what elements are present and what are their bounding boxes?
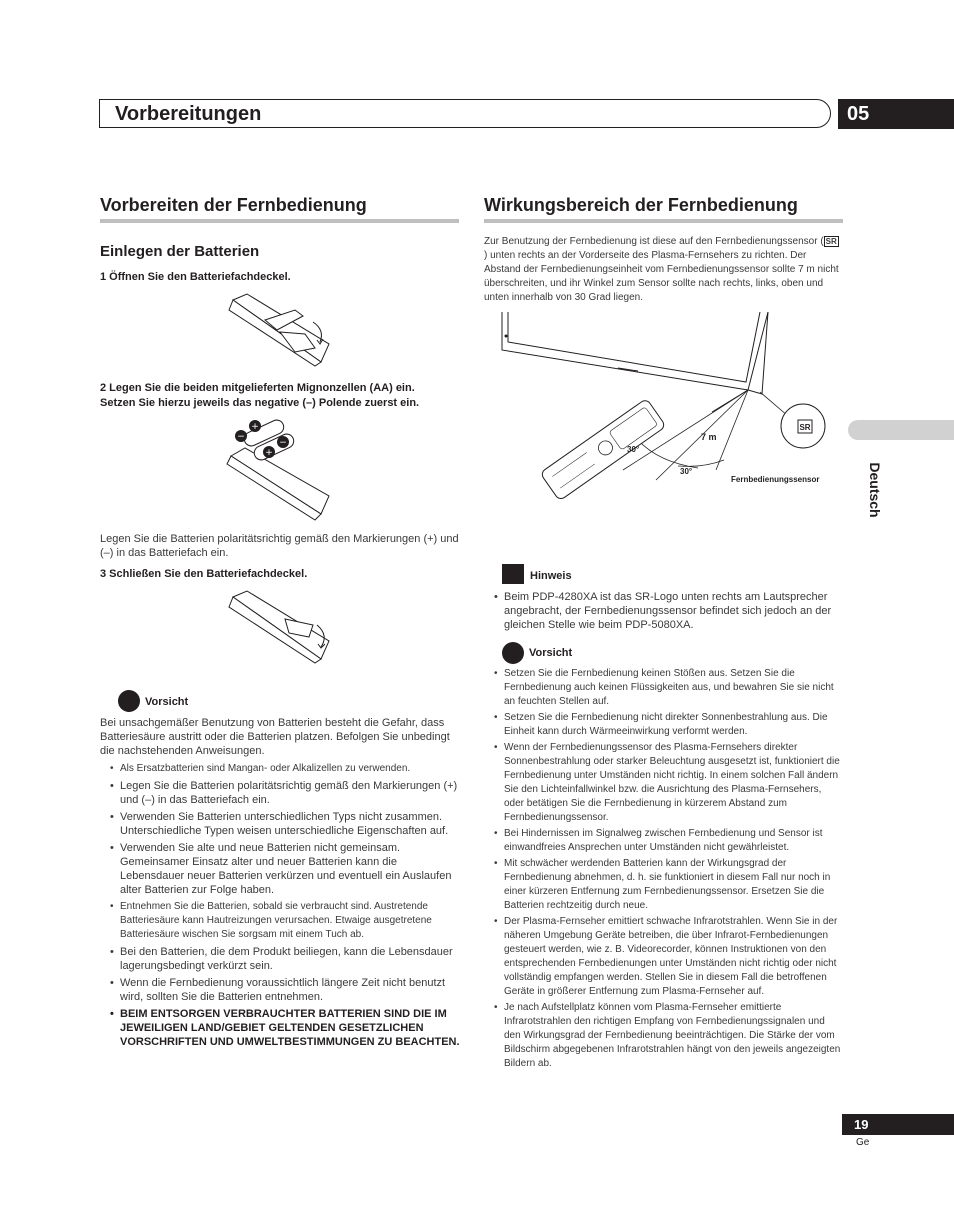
list-item: • Entnehmen Sie die Batterien, sobald sie verbraucht sind. Austretende Batteriesäure kann Hautreizungen verursachen. Etwaige ausgetretene Batteriesäure wischen Sie sorgsam mit einem Tuch ab. bbox=[100, 900, 460, 942]
chapter-title: Vorbereitungen bbox=[115, 103, 262, 125]
step-2-line1: 2 Legen Sie die beiden mitgelieferten Mignonzellen (AA) ein. bbox=[100, 382, 415, 394]
list-item: • Beim PDP-4280XA ist das SR-Logo unten rechts am Lautsprecher angebracht, der Fernbedienungssensor befindet sich jedoch an der gleichen Stelle wie beim PDP-5080XA. bbox=[484, 590, 842, 632]
angle-bottom-label: 30° bbox=[680, 467, 693, 476]
polarity-note: Legen Sie die Batterien polaritätsrichtig gemäß den Markierungen (+) und (–) in das Batteriefach ein. bbox=[100, 533, 459, 559]
list-item: • Wenn der Fernbedienungssensor des Plasma-Fernsehers direkter Sonnenbestrahlung oder starker Beleuchtung ausgesetzt ist, funktioniert die Fernbedienung unter Umständen nicht richtig. In einem solchen Fall ändern Sie den Lichteinfallwinkel bzw. die Ausrichtung des Plasma-Fernsehers, oder betätigen Sie die Fernbedienung in kürzerem Abstand zum Fernbedienungssensor. bbox=[484, 741, 842, 825]
caution-hand-icon bbox=[502, 642, 524, 664]
heading-rule bbox=[484, 219, 843, 223]
caution-intro: Bei unsachgemäßer Benutzung von Batterien besteht die Gefahr, dass Batteriesäure austritt oder die Batterien platzen. Befolgen Sie unbedingt die nachstehenden Anweisungen. bbox=[100, 717, 450, 757]
chapter-number: 05 bbox=[838, 99, 954, 129]
section-heading-prepare-remote: Vorbereiten der Fernbedienung bbox=[100, 195, 367, 215]
list-item: • Der Plasma-Fernseher emittiert schwache Infrarotstrahlen. Wenn Sie in der näheren Umgebung Geräte betreiben, die über Infrarot-Fernbedienungen gesteuert werden, wie z. B. Videorecorder, können Instruktionen von den entsprechenden Fernbedienungen unter Umständen nicht richtig oder nicht vollständig empfangen werden. Stellen Sie in diesem Fall die betroffenen Geräte in größerer Entfernung zum Plasma-Fernseher auf. bbox=[484, 915, 842, 999]
caution-list-left bbox=[100, 762, 460, 1052]
note-pencil-icon bbox=[502, 564, 524, 584]
svg-text:+: + bbox=[251, 422, 259, 432]
sr-logo-icon: SR bbox=[825, 237, 837, 246]
step-3: 3 Schließen Sie den Batteriefachdeckel. bbox=[100, 568, 308, 580]
list-item: • Bei Hindernissen im Signalweg zwischen Fernbedienung und Sensor ist einwandfreies Ansprechen unter Umständen nicht gewährleistet. bbox=[484, 827, 842, 855]
note-list bbox=[484, 590, 842, 634]
step-2-line2: Setzen Sie hierzu jeweils das negative (–) Polende zuerst ein. bbox=[100, 397, 420, 409]
note-title: Hinweis bbox=[530, 570, 572, 582]
page-number: 19 bbox=[842, 1114, 954, 1135]
caution-title-right: Vorsicht bbox=[529, 647, 573, 659]
remote-open-cover-illustration bbox=[225, 292, 335, 367]
list-item: • Wenn die Fernbedienung voraussichtlich längere Zeit nicht benutzt wird, sollten Sie die Batterien entnehmen. bbox=[100, 976, 460, 1004]
range-intro-part2: ) unten rechts an der Vorderseite des Plasma-Fernsehers zu richten. Der Abstand der Fernbedienungseinheit vom Fernbedienungssensor sollte 7 m nicht überschreiten, und ihr Winkel zum Sensor sollte nach rechts, links, oben und unten innerhalb von 30 Grad liegen. bbox=[484, 250, 839, 303]
caution-list-right bbox=[484, 667, 842, 1073]
remote-range-diagram bbox=[498, 310, 838, 555]
list-item: • Mit schwächer werdenden Batterien kann der Wirkungsgrad der Fernbedienung abnehmen, d. h. sie funktioniert in diesem Fall nur noch in einer kürzeren Entfernung zum Fernbedienungssensor. Ersetzen Sie die Batterien rechtzeitig durch neue. bbox=[484, 857, 842, 913]
list-item: • Verwenden Sie alte und neue Batterien nicht gemeinsam. Gemeinsamer Einsatz alter und neuer Batterien kann die Lebensdauer neuer Batterien verkürzen und eventuell ein Auslaufen alter Batterien zur Folge haben. bbox=[100, 841, 460, 897]
language-tab bbox=[848, 420, 954, 440]
svg-text:−: − bbox=[279, 438, 287, 448]
list-item: • Setzen Sie die Fernbedienung nicht direkter Sonnenbestrahlung aus. Die Einheit kann durch Wärmeeinwirkung verformt werden. bbox=[484, 711, 842, 739]
range-intro bbox=[484, 235, 842, 305]
sr-logo-icon: SR bbox=[799, 423, 811, 432]
section-heading-remote-range: Wirkungsbereich der Fernbedienung bbox=[484, 195, 798, 215]
step-1: 1 Öffnen Sie den Batteriefachdeckel. bbox=[100, 271, 291, 283]
page-language-code: Ge bbox=[856, 1137, 870, 1148]
list-item: • Setzen Sie die Fernbedienung keinen Stößen aus. Setzen Sie die Fernbedienung auch keinen Flüssigkeiten aus, und bewahren Sie sie nicht an feuchten Stellen auf. bbox=[484, 667, 842, 709]
sensor-label: Fernbedienungssensor bbox=[731, 475, 820, 484]
angle-left-label: 30° bbox=[627, 445, 640, 454]
list-item: • Verwenden Sie Batterien unterschiedlichen Typs nicht zusammen. Unterschiedliche Typen weisen unterschiedliche Eigenschaften auf. bbox=[100, 810, 460, 838]
distance-label: 7 m bbox=[701, 432, 717, 442]
heading-rule bbox=[100, 219, 459, 223]
remote-close-cover-illustration bbox=[225, 589, 335, 664]
range-intro-part1: Zur Benutzung der Fernbedienung ist diese auf den Fernbedienungssensor ( bbox=[484, 236, 824, 247]
list-item: • Je nach Aufstellplatz können vom Plasma-Fernseher emittierte Infrarotstrahlen den richtigen Empfang von Fernbedienungssignalen und den Wirkungsgrad der Fernbedienung beeinträchtigen. Die Stärke der vom Bildschirm abgegebenen Infrarotstrahlen hängt von den jeweils angezeigten Bildern ab. bbox=[484, 1001, 842, 1071]
caution-hand-icon bbox=[118, 690, 140, 712]
language-tab-label: Deutsch bbox=[867, 462, 883, 518]
list-item: • Legen Sie die Batterien polaritätsrichtig gemäß den Markierungen (+) und (–) in das Batteriefach ein. bbox=[100, 779, 460, 807]
caution-title-left: Vorsicht bbox=[145, 696, 189, 708]
list-item: • BEIM ENTSORGEN VERBRAUCHTER BATTERIEN SIND DIE IM JEWEILIGEN LAND/GEBIET GELTENDEN GESETZLICHEN VORSCHRIFTEN UND UMWELTBESTIMMUNGEN ZU BEACHTEN. bbox=[100, 1007, 460, 1049]
svg-text:+: + bbox=[265, 448, 273, 458]
svg-text:−: − bbox=[237, 432, 245, 442]
list-item: • Als Ersatzbatterien sind Mangan- oder Alkalizellen zu verwenden. bbox=[100, 762, 460, 776]
battery-insertion-illustration bbox=[225, 418, 335, 523]
subheading-insert-batteries: Einlegen der Batterien bbox=[100, 243, 260, 260]
list-item: • Bei den Batterien, die dem Produkt beiliegen, kann die Lebensdauer lagerungsbedingt verkürzt sein. bbox=[100, 945, 460, 973]
